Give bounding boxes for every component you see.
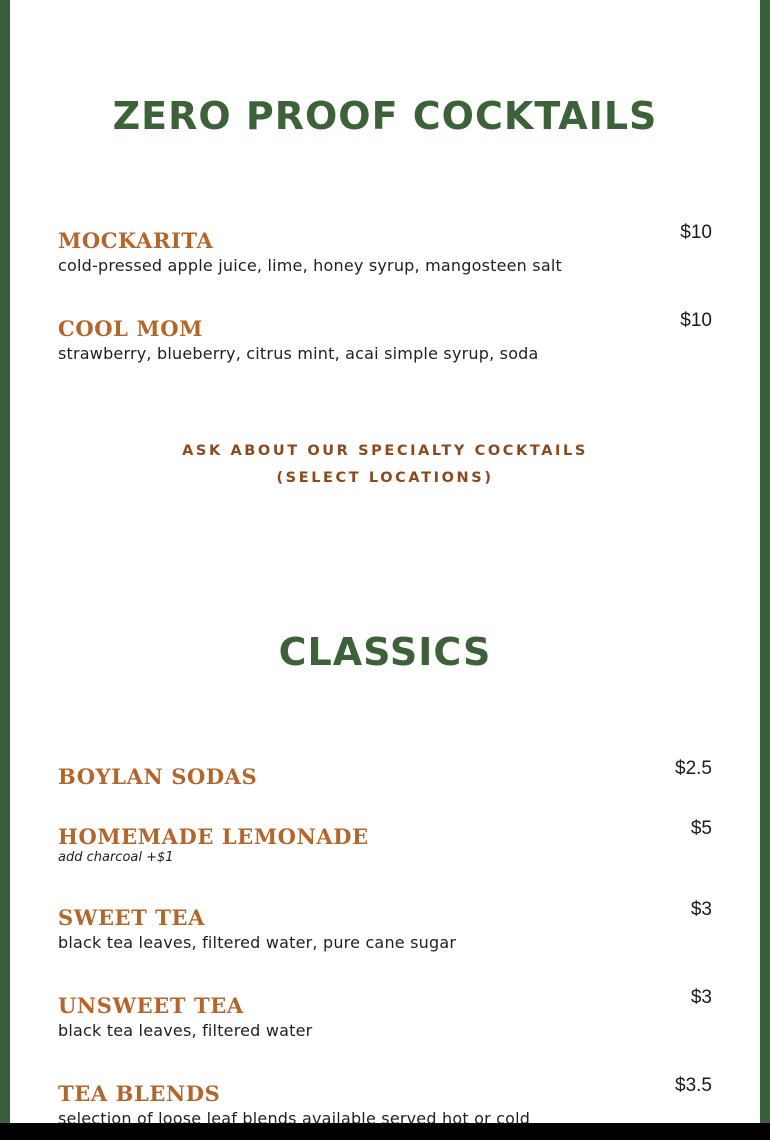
section-title-classics: CLASSICS xyxy=(278,630,492,674)
menu-item-boylan-sodas xyxy=(58,758,712,790)
item-description: cold-pressed apple juice, lime, honey syrup, mangosteen salt xyxy=(58,256,562,275)
menu-item-mockarita xyxy=(58,222,712,276)
menu-item-unsweet-tea xyxy=(58,987,712,1041)
item-name: SWEET TEA xyxy=(58,905,206,930)
item-price: $3.5 xyxy=(675,1075,712,1096)
specialty-note-line-1: ASK ABOUT OUR SPECIALTY COCKTAILS xyxy=(182,443,588,459)
menu-item-tea-blends xyxy=(58,1075,712,1123)
item-price: $10 xyxy=(680,310,712,331)
item-price: $2.5 xyxy=(675,758,712,779)
bottom-bar xyxy=(0,1123,770,1140)
menu-item-sweet-tea xyxy=(58,899,712,953)
menu-item-cool-mom xyxy=(58,310,712,364)
menu-page xyxy=(10,0,760,1123)
item-description: strawberry, blueberry, citrus mint, acai simple syrup, soda xyxy=(58,344,539,363)
section-title-zero-proof-cocktails: ZERO PROOF COCKTAILS xyxy=(112,94,658,138)
specialty-note-line-2: (SELECT LOCATIONS) xyxy=(276,470,494,486)
item-name: COOL MOM xyxy=(58,316,203,341)
item-addon-note: add charcoal +$1 xyxy=(58,850,174,865)
item-price: $3 xyxy=(690,899,712,920)
item-name: BOYLAN SODAS xyxy=(58,764,258,789)
item-name: HOMEMADE LEMONADE xyxy=(58,824,369,849)
item-description: selection of loose leaf blends available served hot or cold xyxy=(58,1109,531,1123)
item-price: $5 xyxy=(690,818,712,839)
item-name: TEA BLENDS xyxy=(58,1081,221,1106)
item-description: black tea leaves, filtered water xyxy=(58,1021,313,1040)
menu-item-homemade-lemonade xyxy=(58,818,712,866)
item-description: black tea leaves, filtered water, pure cane sugar xyxy=(58,933,457,952)
item-price: $3 xyxy=(690,987,712,1008)
item-price: $10 xyxy=(680,222,712,243)
specialty-cocktails-note xyxy=(10,438,760,492)
item-name: UNSWEET TEA xyxy=(58,993,244,1018)
item-name: MOCKARITA xyxy=(58,228,214,253)
